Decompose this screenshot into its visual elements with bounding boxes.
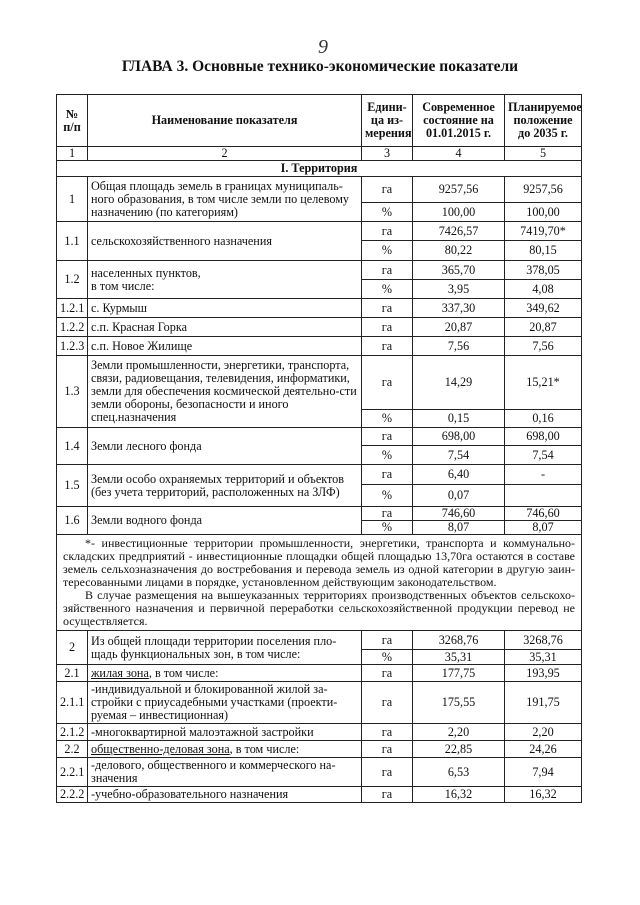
row-planned: 8,07 <box>505 521 582 535</box>
table-row <box>57 465 582 485</box>
row-planned: 80,15 <box>505 241 582 261</box>
row-num: 1.2 <box>57 261 88 299</box>
row-num: 1.3 <box>57 356 88 428</box>
row-unit: га <box>362 507 413 521</box>
row-num: 1.2.2 <box>57 318 88 337</box>
header-planned: Планируемое положение до 2035 г. <box>505 95 582 147</box>
col-number: 2 <box>88 147 362 161</box>
row-planned: 4,08 <box>505 280 582 299</box>
row-current: 16,32 <box>413 787 505 803</box>
row-name: с.п. Новое Жилище <box>88 337 362 356</box>
table-row <box>57 356 582 410</box>
section-title: I. Территория <box>57 161 582 177</box>
row-planned: 378,05 <box>505 261 582 280</box>
row-planned: 193,95 <box>505 665 582 682</box>
header-name: Наименование показателя <box>88 95 362 147</box>
row-num: 2.2 <box>57 741 88 758</box>
row-planned: 16,32 <box>505 787 582 803</box>
row-num: 1.4 <box>57 428 88 465</box>
row-current: 6,53 <box>413 758 505 787</box>
row-unit: га <box>362 787 413 803</box>
row-planned: 746,60 <box>505 507 582 521</box>
row-planned: 698,00 <box>505 428 582 446</box>
column-number-row <box>57 147 582 161</box>
row-current: 3,95 <box>413 280 505 299</box>
row-current: 22,85 <box>413 741 505 758</box>
row-planned: 0,16 <box>505 410 582 428</box>
page-number: 9 <box>318 36 328 58</box>
row-name <box>88 741 362 758</box>
row-unit: га <box>362 318 413 337</box>
row-num: 2 <box>57 631 88 665</box>
row-current: 746,60 <box>413 507 505 521</box>
row-current: 35,31 <box>413 650 505 665</box>
row-current: 7,56 <box>413 337 505 356</box>
row-unit: га <box>362 356 413 410</box>
row-current: 698,00 <box>413 428 505 446</box>
row-name: -учебно-образовательного назначения <box>88 787 362 803</box>
row-unit: га <box>362 724 413 741</box>
row-num: 1.1 <box>57 222 88 261</box>
row-name-underlined: общественно-деловая зона <box>91 741 230 756</box>
row-unit: % <box>362 280 413 299</box>
row-unit: га <box>362 758 413 787</box>
table-row <box>57 318 582 337</box>
table-row <box>57 758 582 787</box>
row-planned: 35,31 <box>505 650 582 665</box>
row-current: 9257,56 <box>413 177 505 203</box>
row-num: 2.1.1 <box>57 682 88 724</box>
row-unit: га <box>362 682 413 724</box>
row-name: населенных пунктов, в том числе: <box>88 261 362 299</box>
row-num: 1.2.1 <box>57 299 88 318</box>
row-planned: 2,20 <box>505 724 582 741</box>
table-row <box>57 631 582 650</box>
row-planned: 100,00 <box>505 203 582 222</box>
row-unit: % <box>362 203 413 222</box>
note-cell <box>57 535 582 631</box>
row-name: Общая площадь земель в границах муниципаль-ного образования, в том числе земли по целевому назначению (по категориям) <box>88 177 362 222</box>
row-unit: % <box>362 410 413 428</box>
row-num: 2.1.2 <box>57 724 88 741</box>
table-row <box>57 299 582 318</box>
row-current: 7,54 <box>413 446 505 465</box>
table-row <box>57 665 582 682</box>
row-num: 2.2.1 <box>57 758 88 787</box>
row-name: -многоквартирной малоэтажной застройки <box>88 724 362 741</box>
row-current: 0,07 <box>413 485 505 507</box>
row-current: 337,30 <box>413 299 505 318</box>
table-row <box>57 682 582 724</box>
row-name: -индивидуальной и блокированной жилой за-стройки с приусадебными участками (проекти-руемая – инвестиционная) <box>88 682 362 724</box>
row-planned: 20,87 <box>505 318 582 337</box>
row-planned: 9257,56 <box>505 177 582 203</box>
row-planned: 24,26 <box>505 741 582 758</box>
table-row <box>57 724 582 741</box>
row-unit: % <box>362 521 413 535</box>
row-unit: га <box>362 261 413 280</box>
note-row <box>57 535 582 631</box>
row-unit: га <box>362 299 413 318</box>
col-number: 5 <box>505 147 582 161</box>
row-unit: га <box>362 741 413 758</box>
row-planned: 3268,76 <box>505 631 582 650</box>
header-unit: Едини-ца из-мерения <box>362 95 413 147</box>
row-unit: % <box>362 446 413 465</box>
row-unit: га <box>362 631 413 650</box>
row-name-rest: , в том числе: <box>229 741 300 756</box>
note-footnote: *- инвестиционные территории промышленности, энергетики, транспорта и коммунально-складских предприятий - инвестиционные площадки общей площадью 13,70га остаются в составе земель сельхозназначения до востребования и перевода земель из одной категории в другую заин-тересованными лицами в порядке, установленном действующим законодательством. <box>63 536 575 589</box>
row-name: с.п. Красная Горка <box>88 318 362 337</box>
table-row <box>57 741 582 758</box>
table-row <box>57 222 582 241</box>
row-current: 3268,76 <box>413 631 505 650</box>
table-row <box>57 337 582 356</box>
note-paragraph: В случае размещения на вышеуказанных территориях производственных объектов сельскохо-зяйственного назначения и первичной переработки сельскохозяйственной продукции перевод не осуществляется. <box>63 588 575 628</box>
table-row <box>57 507 582 521</box>
indicators-table <box>56 94 582 803</box>
row-planned: 7,94 <box>505 758 582 787</box>
row-current: 365,70 <box>413 261 505 280</box>
row-unit: га <box>362 465 413 485</box>
table-row <box>57 261 582 280</box>
row-unit: га <box>362 222 413 241</box>
row-unit: га <box>362 428 413 446</box>
col-number: 1 <box>57 147 88 161</box>
row-unit: % <box>362 241 413 261</box>
col-number: 4 <box>413 147 505 161</box>
row-name-rest: , в том числе: <box>148 665 219 680</box>
row-current: 7426,57 <box>413 222 505 241</box>
row-current: 6,40 <box>413 465 505 485</box>
row-current: 177,75 <box>413 665 505 682</box>
chapter-title: ГЛАВА 3. Основные технико-экономические показатели <box>121 58 519 75</box>
row-num: 1.6 <box>57 507 88 535</box>
row-name: Земли водного фонда <box>88 507 362 535</box>
row-unit: % <box>362 485 413 507</box>
row-name-underlined: жилая зона <box>91 665 149 680</box>
row-name: Из общей площади территории поселения пло-щадь функциональных зон, в том числе: <box>88 631 362 665</box>
row-unit: га <box>362 337 413 356</box>
row-current: 175,55 <box>413 682 505 724</box>
row-planned: 7,56 <box>505 337 582 356</box>
col-number: 3 <box>362 147 413 161</box>
row-current: 100,00 <box>413 203 505 222</box>
row-num: 1 <box>57 177 88 222</box>
row-planned: 7419,70* <box>505 222 582 241</box>
section-row <box>57 161 582 177</box>
row-name: Земли промышленности, энергетики, транспорта, связи, радиовещания, телевидения, информатики, земли для обеспечения космической деятельно-сти земли обороны, безопасности и иного спец.назначения <box>88 356 362 428</box>
row-planned: 7,54 <box>505 446 582 465</box>
header-current: Современное состояние на 01.01.2015 г. <box>413 95 505 147</box>
row-current: 80,22 <box>413 241 505 261</box>
row-name: с. Курмыш <box>88 299 362 318</box>
row-current: 8,07 <box>413 521 505 535</box>
row-name: Земли лесного фонда <box>88 428 362 465</box>
table-row <box>57 428 582 446</box>
table-header-row <box>57 95 582 147</box>
table-row <box>57 787 582 803</box>
row-current: 20,87 <box>413 318 505 337</box>
row-current: 14,29 <box>413 356 505 410</box>
row-num: 2.2.2 <box>57 787 88 803</box>
row-unit: га <box>362 665 413 682</box>
row-name: Земли особо охраняемых территорий и объектов (без учета территорий, расположенных на ЗЛФ) <box>88 465 362 507</box>
row-planned: - <box>505 465 582 485</box>
row-current: 0,15 <box>413 410 505 428</box>
row-name <box>88 665 362 682</box>
row-planned: 349,62 <box>505 299 582 318</box>
row-unit: га <box>362 177 413 203</box>
row-num: 2.1 <box>57 665 88 682</box>
row-num: 1.2.3 <box>57 337 88 356</box>
row-planned <box>505 485 582 507</box>
row-name: -делового, общественного и коммерческого на-значения <box>88 758 362 787</box>
row-planned: 15,21* <box>505 356 582 410</box>
row-num: 1.5 <box>57 465 88 507</box>
table-row <box>57 177 582 203</box>
row-planned: 191,75 <box>505 682 582 724</box>
row-name: сельскохозяйственного назначения <box>88 222 362 261</box>
header-num: № п/п <box>57 95 88 147</box>
row-unit: % <box>362 650 413 665</box>
row-current: 2,20 <box>413 724 505 741</box>
